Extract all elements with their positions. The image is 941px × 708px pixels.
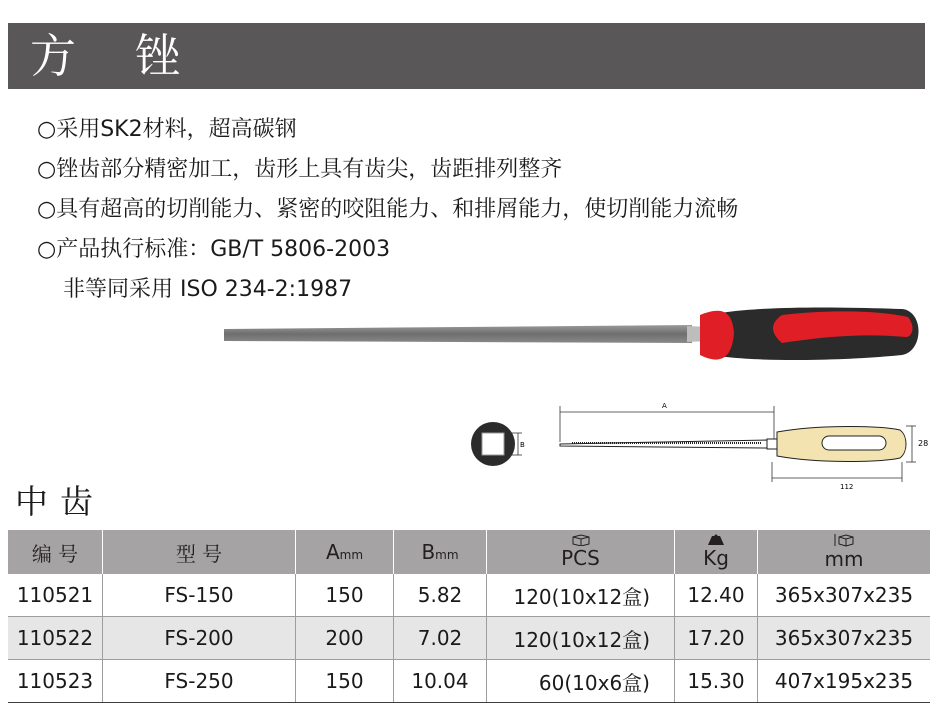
feature-item: ○采用SK2材料，超高碳钢	[37, 117, 297, 142]
dim-28-label: 28	[918, 439, 929, 448]
header-size: mm	[758, 530, 931, 574]
cell-pcs: 60(10x6盒)	[487, 660, 675, 703]
header-code: 编 号	[8, 530, 103, 574]
cell-size: 365x307x235	[758, 574, 931, 617]
dim-112-label: 112	[840, 483, 854, 491]
cell-model: FS-250	[103, 660, 296, 703]
header-b: Bmm	[394, 530, 487, 574]
header-a: Amm	[296, 530, 394, 574]
title-bar	[8, 23, 925, 89]
box-icon	[572, 534, 590, 546]
dim-a-label: A	[662, 402, 667, 410]
drawing-blade	[560, 440, 767, 448]
feature-item: ○产品执行标准：GB/T 5806-2003	[37, 237, 391, 262]
cell-b: 10.04	[394, 660, 487, 703]
cell-model: FS-150	[103, 574, 296, 617]
feature-item: ○具有超高的切削能力、紧密的咬阻能力、和排屑能力，使切削能力流畅	[37, 197, 739, 222]
table-header-row	[8, 530, 930, 574]
cell-code: 110521	[8, 574, 103, 617]
cell-kg: 12.40	[675, 574, 758, 617]
header-kg: Kg	[675, 530, 758, 574]
page-title: 方 锉	[30, 29, 203, 83]
cell-a: 200	[296, 617, 394, 660]
cell-a: 150	[296, 574, 394, 617]
cell-a: 150	[296, 660, 394, 703]
cell-kg: 17.20	[675, 617, 758, 660]
cell-kg: 15.30	[675, 660, 758, 703]
cell-pcs: 120(10x12盒)	[487, 617, 675, 660]
cell-model: FS-200	[103, 617, 296, 660]
cell-size: 407x195x235	[758, 660, 931, 703]
carton-dimensions-icon	[833, 533, 855, 547]
cell-pcs: 120(10x12盒)	[487, 574, 675, 617]
feature-list	[37, 110, 738, 310]
product-photo	[222, 303, 922, 375]
feature-item: 非等同采用 ISO 234-2:1987	[63, 277, 353, 302]
file-blade	[224, 325, 692, 343]
cell-b: 7.02	[394, 617, 487, 660]
cell-code: 110523	[8, 660, 103, 703]
cell-size: 365x307x235	[758, 617, 931, 660]
header-model: 型 号	[103, 530, 296, 574]
table-row	[8, 660, 930, 703]
cell-b: 5.82	[394, 574, 487, 617]
technical-drawing	[462, 392, 932, 496]
spec-table	[8, 530, 930, 703]
table-row	[8, 617, 930, 660]
section-heading: 中齿	[15, 482, 105, 521]
cell-code: 110522	[8, 617, 103, 660]
feature-item: ○锉齿部分精密加工，齿形上具有齿尖，齿距排列整齐	[37, 157, 563, 182]
table-row	[8, 574, 930, 617]
dim-b-label: B	[520, 441, 525, 449]
weight-icon	[705, 534, 727, 546]
header-pcs: PCS	[487, 530, 675, 574]
